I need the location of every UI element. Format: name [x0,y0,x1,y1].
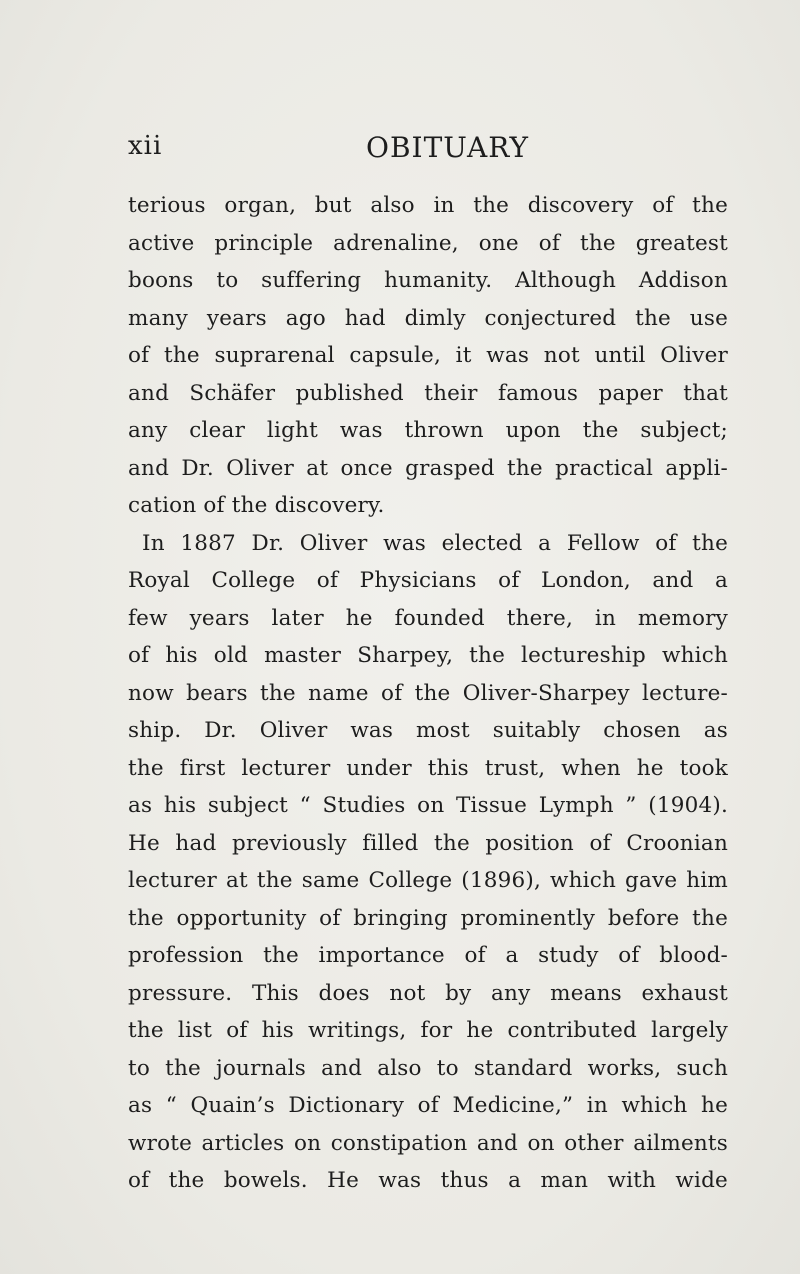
text-line: as his subject “ Studies on Tissue Lymph ” (1904). [128,793,728,818]
page-header [128,131,672,171]
text-line: ship. Dr. Oliver was most suitably chosen as [128,718,728,743]
text-line: cation of the discovery. [128,493,385,518]
text-line: any clear light was thrown upon the subject; [128,418,728,443]
text-line: as “ Quain’s Dictionary of Medicine,” in which he [128,1093,728,1118]
text-line: now bears the name of the Oliver-Sharpey lecture- [128,680,728,706]
text-line: pressure. This does not by any means exhaust [128,980,728,1006]
text-line: the list of his writings, for he contributed largely [128,1018,728,1043]
body-text [128,187,728,1200]
text-line: He had previously filled the position of Croonian [128,830,728,856]
text-line: In 1887 Dr. Oliver was elected a Fellow of the [142,530,728,556]
text-line: Royal College of Physicians of London, and a [128,568,728,593]
text-line: of his old master Sharpey, the lectureship which [128,643,728,668]
text-line: wrote articles on constipation and on other ailments [128,1130,728,1156]
text-line: lecturer at the same College (1896), which gave him [128,868,728,893]
page-number: xii [128,131,163,161]
text-line: profession the importance of a study of blood- [128,943,728,968]
text-line: few years later he founded there, in memory [128,605,728,631]
text-line: the first lecturer under this trust, when he took [128,755,728,781]
text-line: of the bowels. He was thus a man with wide [128,1168,728,1193]
text-line: and Schäfer published their famous paper that [128,380,728,406]
text-line: the opportunity of bringing prominently before the [128,905,728,931]
text-line: active principle adrenaline, one of the greatest [128,230,728,256]
text-line: of the suprarenal capsule, it was not until Oliver [128,343,728,368]
text-line: to the journals and also to standard works, such [128,1055,728,1081]
text-line: terious organ, but also in the discovery of the [128,193,728,218]
text-line: boons to suffering humanity. Although Addison [128,268,728,293]
running-head: OBITUARY [366,131,529,164]
text-line: and Dr. Oliver at once grasped the practical appli- [128,455,728,481]
text-line: many years ago had dimly conjectured the use [128,305,728,331]
